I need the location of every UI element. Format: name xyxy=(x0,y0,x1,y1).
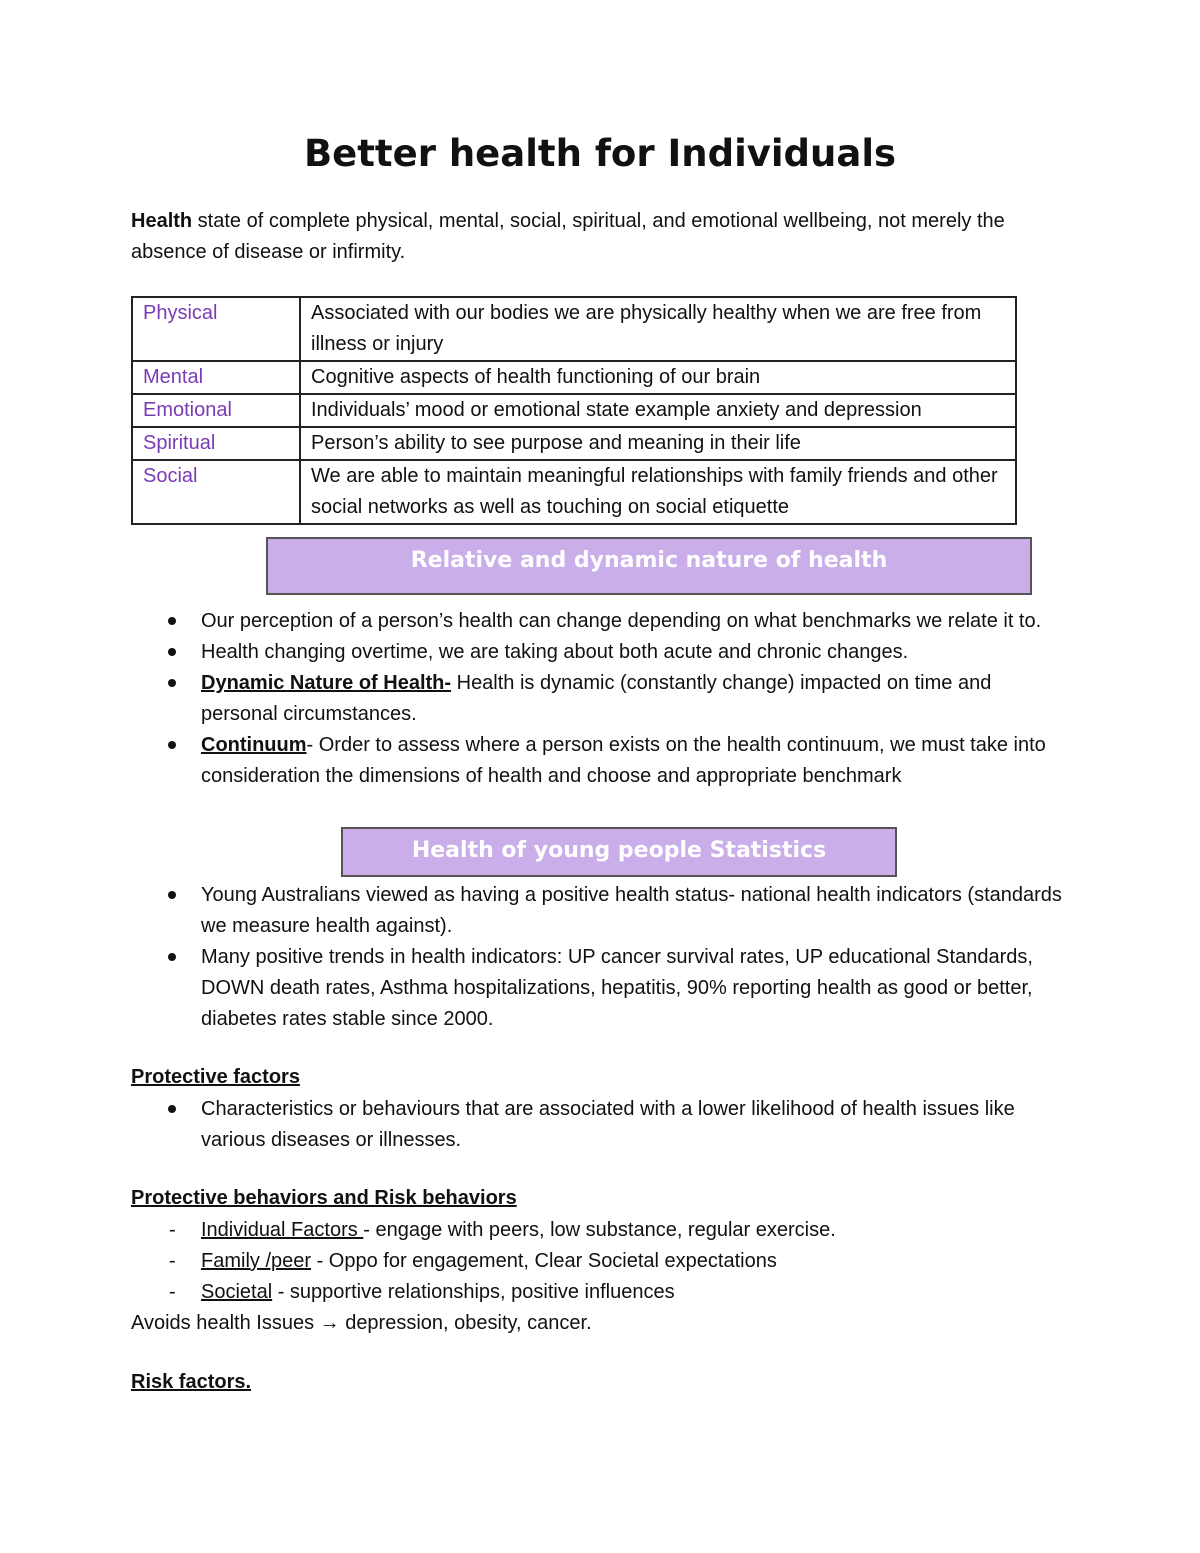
list-item-text: Our perception of a person’s health can change depending on what benchmarks we relate it to. xyxy=(201,610,1042,632)
list-item xyxy=(131,1094,1071,1156)
dimension-name: Mental xyxy=(132,361,300,394)
behaviors-heading: Protective behaviors and Risk behaviors xyxy=(131,1187,517,1209)
section-banner-young-people: Health of young people Statistics xyxy=(341,827,897,877)
list-item xyxy=(131,668,1071,730)
dimension-name: Emotional xyxy=(132,394,300,427)
relative-dynamic-list xyxy=(131,606,1071,792)
list-item xyxy=(131,637,1071,668)
table-row xyxy=(132,427,1016,460)
dimension-name: Spiritual xyxy=(132,427,300,460)
dash-marker: - xyxy=(169,1250,176,1272)
dimensions-table xyxy=(131,296,1017,525)
behaviors-list xyxy=(131,1215,1071,1308)
list-item-text: Characteristics or behaviours that are associated with a lower likelihood of health issues like various diseases or illnesses. xyxy=(201,1098,1015,1151)
dash-marker: - xyxy=(169,1219,176,1241)
list-item xyxy=(131,1215,1071,1246)
continuum-text: - Order to assess where a person exists on the health continuum, we must take into consideration the dimensions of health and choose and appropriate benchmark xyxy=(201,734,1046,787)
list-item-text: Health changing overtime, we are taking about both acute and chronic changes. xyxy=(201,641,909,663)
bullet-icon xyxy=(168,741,176,749)
section-banner-relative-dynamic: Relative and dynamic nature of health xyxy=(266,537,1032,595)
dimension-description: We are able to maintain meaningful relationships with family friends and other social networks as well as touching on social etiquette xyxy=(300,460,1016,524)
table-row xyxy=(132,297,1016,361)
dynamic-nature-text: Health is dynamic (constantly change) impacted on time and personal circumstances. xyxy=(201,672,992,725)
list-item xyxy=(131,1277,1071,1308)
dimension-name: Physical xyxy=(132,297,300,361)
young-people-list xyxy=(131,880,1071,1035)
definition-text: state of complete physical, mental, social, spiritual, and emotional wellbeing, not merely the absence of disease or infirmity. xyxy=(131,210,1005,263)
dimension-description: Associated with our bodies we are physically healthy when we are free from illness or injury xyxy=(300,297,1016,361)
list-item-text: Young Australians viewed as having a positive health status- national health indicators (standards we measure health against). xyxy=(201,884,1062,937)
behavior-term: Individual Factors xyxy=(201,1219,364,1241)
bullet-icon xyxy=(168,679,176,687)
avoids-health-issues: Avoids health Issues → depression, obesity, cancer. xyxy=(131,1312,592,1334)
continuum-term: Continuum xyxy=(201,734,307,756)
bullet-icon xyxy=(168,617,176,625)
health-definition xyxy=(131,206,1061,268)
bullet-icon xyxy=(168,648,176,656)
protective-factors-list xyxy=(131,1094,1071,1156)
dimension-name: Social xyxy=(132,460,300,524)
list-item xyxy=(131,606,1071,637)
definition-term: Health xyxy=(131,210,193,232)
behavior-text: - engage with peers, low substance, regular exercise. xyxy=(363,1219,836,1241)
list-item-text: Many positive trends in health indicators: UP cancer survival rates, UP educational Standards, DOWN death rates, Asthma hospitalizations, hepatitis, 90% reporting health as good or better, diabetes rates stable since 2000. xyxy=(201,946,1033,1030)
protective-factors-heading: Protective factors xyxy=(131,1066,300,1088)
behavior-text: - supportive relationships, positive influences xyxy=(272,1281,675,1303)
table-row xyxy=(132,460,1016,524)
dimension-description: Individuals’ mood or emotional state example anxiety and depression xyxy=(300,394,1016,427)
bullet-icon xyxy=(168,953,176,961)
dimension-description: Person’s ability to see purpose and meaning in their life xyxy=(300,427,1016,460)
risk-factors-heading: Risk factors. xyxy=(131,1371,252,1393)
behavior-text: - Oppo for engagement, Clear Societal expectations xyxy=(311,1250,777,1272)
list-item xyxy=(131,880,1071,942)
bullet-icon xyxy=(168,891,176,899)
list-item xyxy=(131,942,1071,1035)
behavior-term: Societal xyxy=(201,1281,273,1303)
table-row xyxy=(132,394,1016,427)
dash-marker: - xyxy=(169,1281,176,1303)
dimension-description: Cognitive aspects of health functioning of our brain xyxy=(300,361,1016,394)
behavior-term: Family /peer xyxy=(201,1250,312,1272)
dynamic-nature-term: Dynamic Nature of Health- xyxy=(201,672,452,694)
bullet-icon xyxy=(168,1105,176,1113)
page-title: Better health for Individuals xyxy=(303,132,897,175)
table-row xyxy=(132,361,1016,394)
list-item xyxy=(131,1246,1071,1277)
list-item xyxy=(131,730,1071,792)
